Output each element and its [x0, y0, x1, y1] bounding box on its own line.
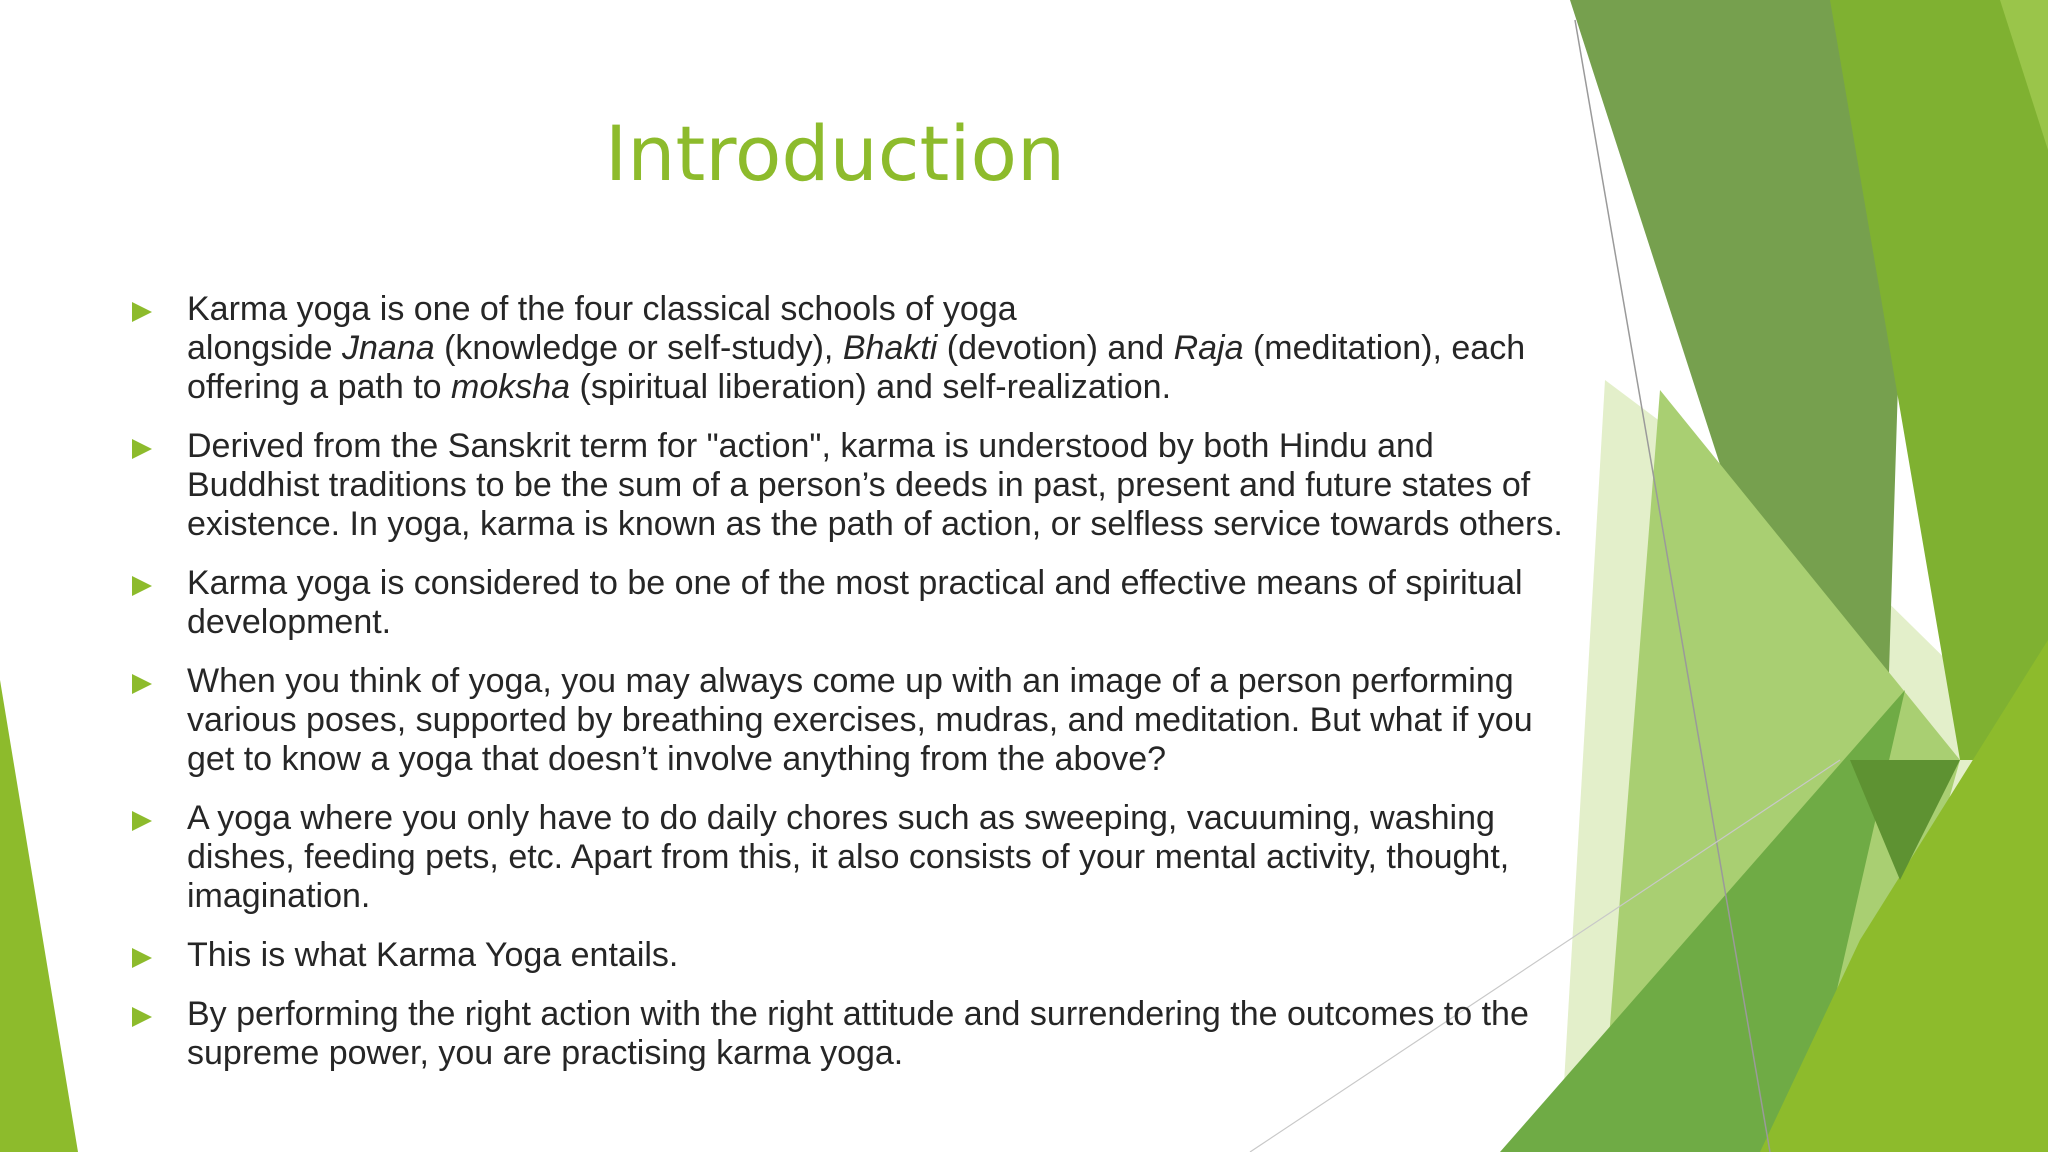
- bullet-text-segment: This is what Karma Yoga entails.: [187, 936, 679, 974]
- bullet-text: [187, 936, 1570, 975]
- bullet-text-segment: A yoga where you only have to do daily chores such as sweeping, vacuuming, washing dishes, feeding pets, etc. Apart from this, it also consists of your mental activity, thought, imagination.: [187, 799, 1510, 915]
- bullet-text-segment: Derived from the Sanskrit term for "action", karma is understood by both Hindu and Buddhist traditions to be the sum of a person’s deeds in past, present and future states of existence. In yoga, karma is known as the path of action, or selfless service towards others.: [187, 427, 1563, 543]
- triangle-right-icon: [132, 302, 152, 322]
- bullet-item: [130, 290, 1570, 407]
- triangle-right-icon: [132, 576, 152, 596]
- bullet-text-segment: (devotion) and: [937, 329, 1174, 367]
- bullet-text-segment: (knowledge or self-study),: [434, 329, 843, 367]
- bullet-item: [130, 564, 1570, 642]
- triangle-right-icon: [132, 948, 152, 968]
- bullet-text-segment: Karma yoga is one of the four classical schools of yoga: [187, 290, 1017, 328]
- bullet-text-segment: alongside: [187, 329, 343, 367]
- bullet-text-segment: Jnana: [342, 329, 435, 367]
- bullet-text-segment: Karma yoga is considered to be one of the most practical and effective means of spiritual development.: [187, 564, 1523, 641]
- bullet-item: [130, 799, 1570, 916]
- bullet-text: [187, 427, 1570, 544]
- bullet-item: [130, 662, 1570, 779]
- bullet-text: [187, 799, 1570, 916]
- bullet-text-segment: By performing the right action with the right attitude and surrendering the outcomes to the supreme power, you are practising karma yoga.: [187, 995, 1529, 1072]
- bullet-list: [130, 290, 1570, 1093]
- triangle-right-icon: [132, 674, 152, 694]
- bullet-text-segment: (meditation), each offering a path to: [187, 329, 1526, 406]
- bullet-text-segment: moksha: [451, 368, 571, 406]
- bullet-item: [130, 427, 1570, 544]
- bullet-item: [130, 936, 1570, 975]
- bullet-text-segment: (spiritual liberation) and self-realization.: [570, 368, 1172, 406]
- triangle-right-icon: [132, 1007, 152, 1027]
- bullet-text: [187, 290, 1570, 407]
- bullet-text-segment: When you think of yoga, you may always come up with an image of a person performing various poses, supported by breathing exercises, mudras, and meditation. But what if you get to know a yoga that doesn’t involve anything from the above?: [187, 662, 1533, 778]
- bullet-item: [130, 995, 1570, 1073]
- bullet-text-segment: Raja: [1173, 329, 1244, 367]
- triangle-right-icon: [132, 811, 152, 831]
- triangle-right-icon: [132, 439, 152, 459]
- green-shape-left: [0, 680, 78, 1152]
- bullet-text: [187, 662, 1570, 779]
- page-title: Introduction: [604, 109, 1066, 198]
- bullet-text: [187, 564, 1570, 642]
- bullet-text-segment: Bhakti: [842, 329, 938, 367]
- bullet-text: [187, 995, 1570, 1073]
